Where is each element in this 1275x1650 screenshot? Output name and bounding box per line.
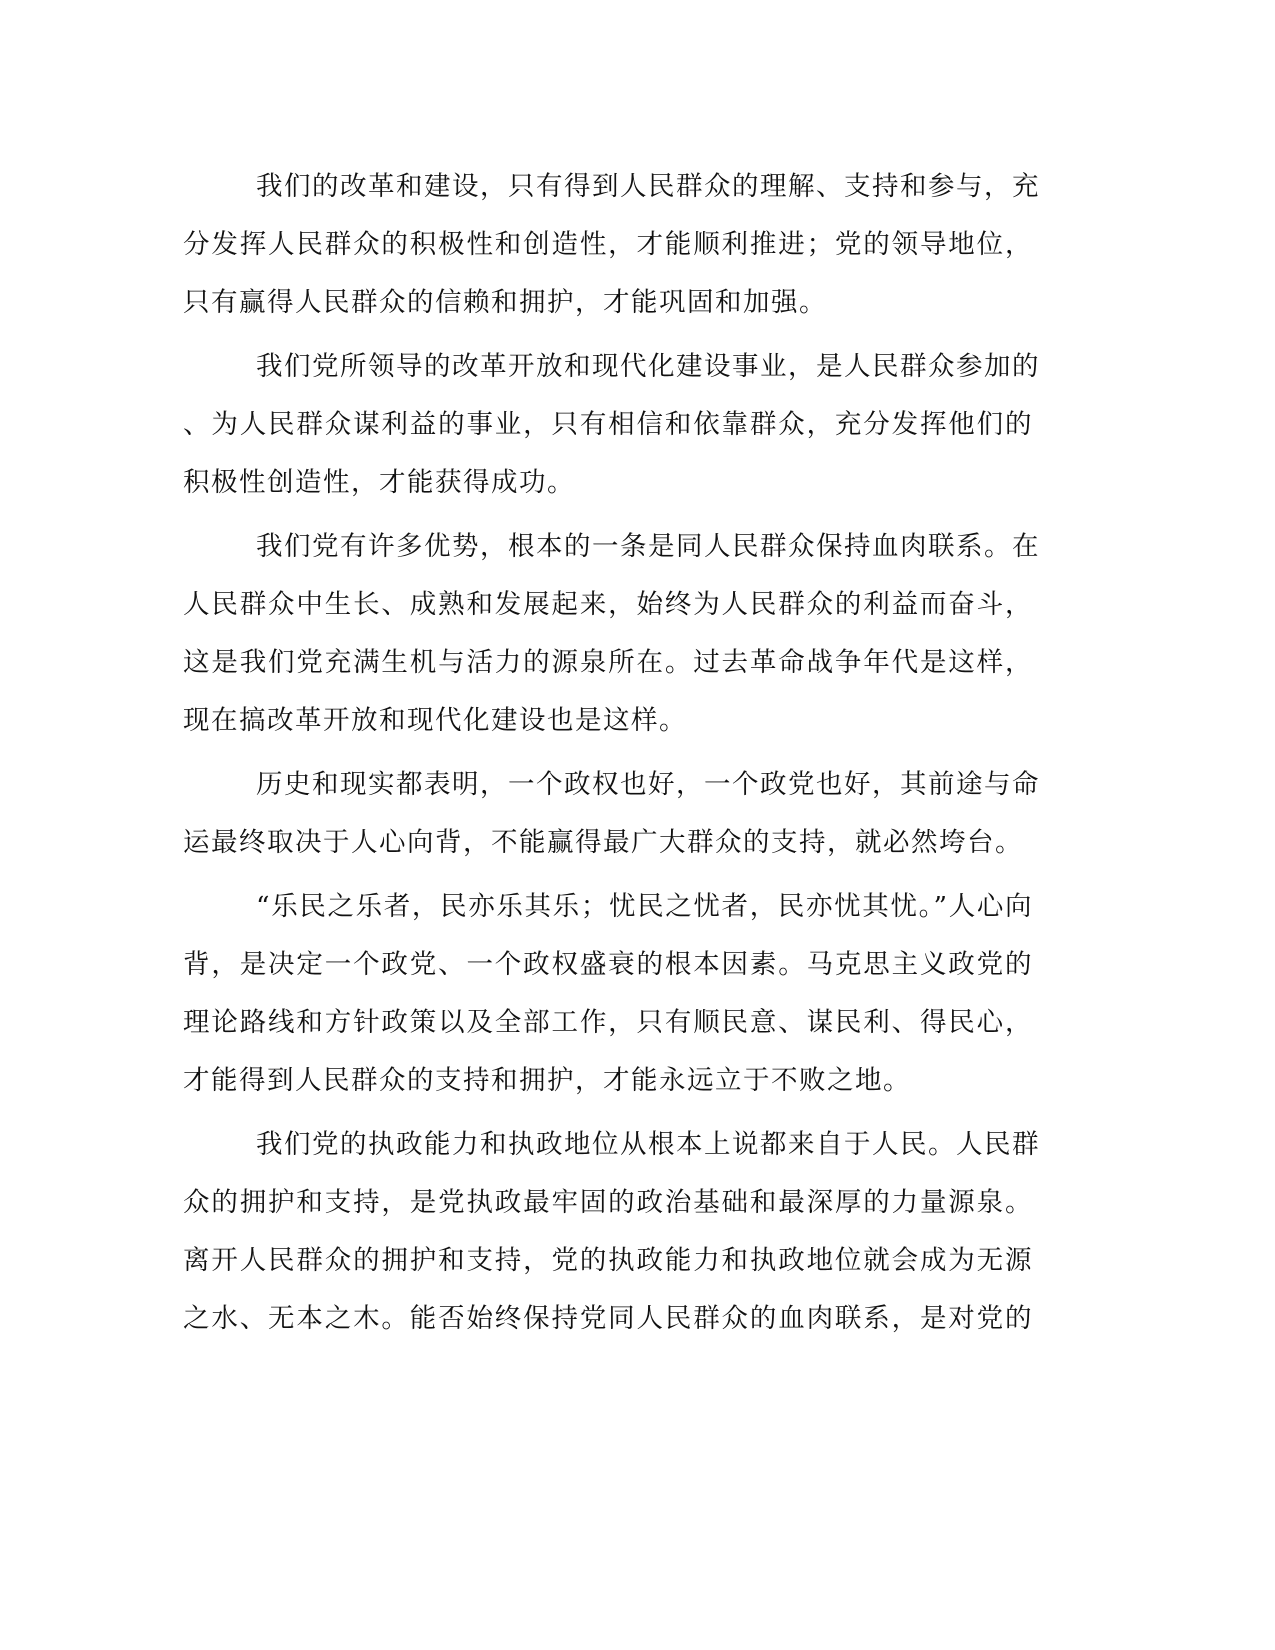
paragraph-line: 才能得到人民群众的支持和拥护，才能永远立于不败之地。	[183, 1065, 911, 1096]
paragraph-line: 我们党的执政能力和执政地位从根本上说都来自于人民。人民群	[256, 1129, 1040, 1160]
paragraph-1	[183, 158, 1040, 332]
paragraph-line: 现在搞改革开放和现代化建设也是这样。	[183, 705, 687, 736]
paragraph-line: 分发挥人民群众的积极性和创造性，才能顺利推进；党的领导地位，	[183, 229, 1033, 260]
paragraph-line: 人民群众中生长、成熟和发展起来，始终为人民群众的利益而奋斗，	[183, 589, 1033, 620]
paragraph-line: 我们党所领导的改革开放和现代化建设事业，是人民群众参加的	[256, 351, 1040, 382]
paragraph-line: 我们的改革和建设，只有得到人民群众的理解、支持和参与，充	[256, 171, 1040, 202]
paragraph-line: 我们党有许多优势，根本的一条是同人民群众保持血肉联系。在	[256, 531, 1040, 562]
paragraph-4	[183, 756, 1040, 872]
paragraph-line: 历史和现实都表明，一个政权也好，一个政党也好，其前途与命	[256, 769, 1040, 800]
paragraph-line: 之水、无本之木。能否始终保持党同人民群众的血肉联系，是对党的	[183, 1303, 1033, 1334]
document-body	[183, 158, 1040, 1348]
paragraph-line: 理论路线和方针政策以及全部工作，只有顺民意、谋民利、得民心，	[183, 1007, 1033, 1038]
paragraph-line: 背，是决定一个政党、一个政权盛衰的根本因素。马克思主义政党的	[183, 949, 1033, 980]
paragraph-line: 积极性创造性，才能获得成功。	[183, 467, 575, 498]
paragraph-line: 众的拥护和支持，是党执政最牢固的政治基础和最深厚的力量源泉。	[183, 1187, 1033, 1218]
paragraph-6	[183, 1116, 1040, 1348]
paragraph-line: 只有赢得人民群众的信赖和拥护，才能巩固和加强。	[183, 287, 827, 318]
paragraph-line: “乐民之乐者，民亦乐其乐；忧民之忧者，民亦忧其忧。”人心向	[256, 891, 1033, 922]
paragraph-3	[183, 518, 1040, 750]
paragraph-line: 这是我们党充满生机与活力的源泉所在。过去革命战争年代是这样，	[183, 647, 1033, 678]
paragraph-line: 、为人民群众谋利益的事业，只有相信和依靠群众，充分发挥他们的	[183, 409, 1033, 440]
paragraph-5	[183, 878, 1033, 1110]
paragraph-line: 离开人民群众的拥护和支持，党的执政能力和执政地位就会成为无源	[183, 1245, 1033, 1276]
paragraph-line: 运最终取决于人心向背，不能赢得最广大群众的支持，就必然垮台。	[183, 827, 1023, 858]
paragraph-2	[183, 338, 1040, 512]
